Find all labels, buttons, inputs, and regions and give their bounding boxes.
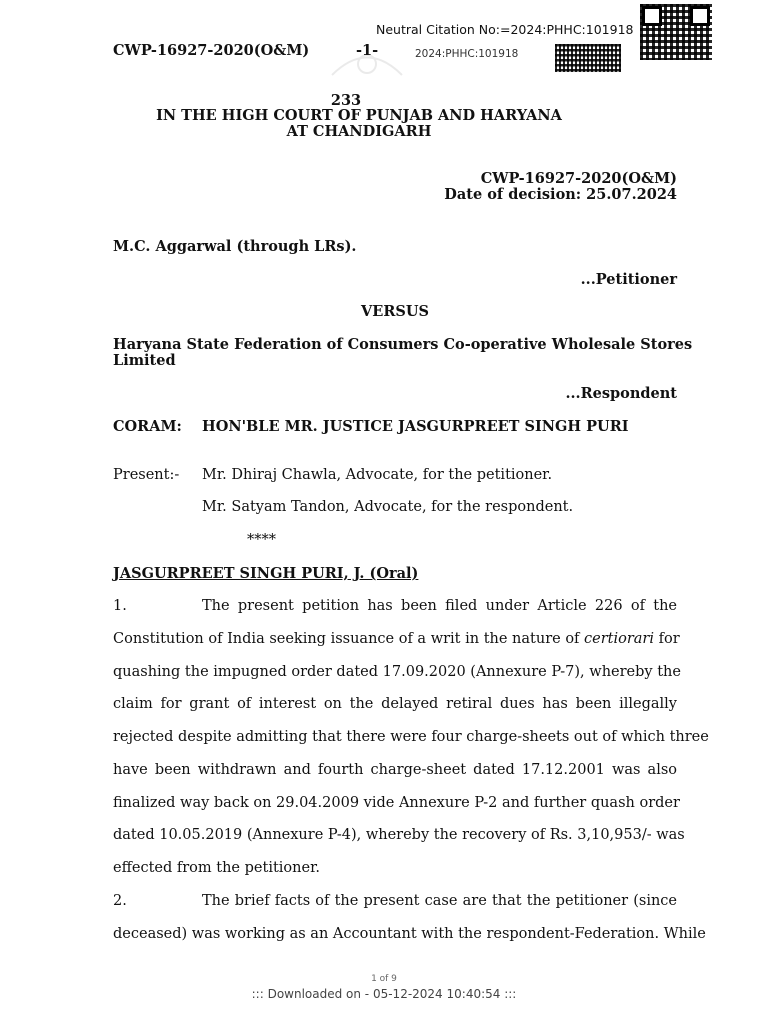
neutral-citation: Neutral Citation No:=2024:PHHC:101918 <box>376 22 634 37</box>
qr-code <box>640 4 712 60</box>
para1-line: claim for grant of interest on the delayed retiral dues has been illegally <box>113 696 677 712</box>
barcode-stamp <box>555 44 621 72</box>
judgment-heading: JASGURPREET SINGH PURI, J. (Oral) <box>113 565 419 582</box>
para2-line: The brief facts of the present case are that the petitioner (since <box>202 893 677 909</box>
para1-line: effected from the petitioner. <box>113 860 321 876</box>
para1-line: finalized way back on 29.04.2009 vide Annexure P-2 and further quash order <box>113 795 680 811</box>
para1-line: have been withdrawn and fourth charge-sheet dated 17.12.2001 was also <box>113 762 677 778</box>
page-count: 1 of 9 <box>371 974 397 984</box>
court-location: AT CHANDIGARH <box>286 123 432 140</box>
petitioner-role: ...Petitioner <box>580 271 677 288</box>
serial-number: 233 <box>330 92 362 109</box>
present-counsel-respondent: Mr. Satyam Tandon, Advocate, for the respondent. <box>202 499 574 515</box>
para2-line: deceased) was working as an Accountant with the respondent-Federation. While <box>113 926 706 942</box>
download-stamp: ::: Downloaded on - 05-12-2024 10:40:54 ::: <box>251 987 517 1001</box>
para1-line: rejected despite admitting that there were four charge-sheets out of which three <box>113 729 709 745</box>
citation-code: 2024:PHHC:101918 <box>415 48 519 60</box>
coram-judge: HON'BLE MR. JUSTICE JASGURPREET SINGH PURI <box>202 418 629 435</box>
coram-label: CORAM: <box>113 418 182 435</box>
para1-italic-term: certiorari <box>584 631 655 647</box>
respondent-name-line1: Haryana State Federation of Consumers Co-operative Wholesale Stores <box>113 336 693 353</box>
para1-line: Constitution of India seeking issuance of a writ in the nature of certiorari for <box>113 631 680 647</box>
separator-stars: **** <box>247 532 276 548</box>
header-case-number: CWP-16927-2020(O&M) <box>113 42 310 59</box>
petitioner-name: M.C. Aggarwal (through LRs). <box>113 238 357 255</box>
present-counsel-petitioner: Mr. Dhiraj Chawla, Advocate, for the petitioner. <box>202 467 553 483</box>
para2-number: 2. <box>113 893 127 909</box>
para1-line: The present petition has been filed under Article 226 of the <box>202 598 677 614</box>
decision-date: Date of decision: 25.07.2024 <box>444 186 677 203</box>
case-number: CWP-16927-2020(O&M) <box>480 170 677 187</box>
versus-label: VERSUS <box>361 303 429 320</box>
present-label: Present:- <box>113 467 180 483</box>
respondent-name-line2: Limited <box>113 352 176 369</box>
respondent-role: ...Respondent <box>565 385 677 402</box>
court-name: IN THE HIGH COURT OF PUNJAB AND HARYANA <box>156 107 562 124</box>
para1-line: quashing the impugned order dated 17.09.2020 (Annexure P-7), whereby the <box>113 664 681 680</box>
para1-line: dated 10.05.2019 (Annexure P-4), whereby the recovery of Rs. 3,10,953/- was <box>113 827 685 843</box>
page-marker: -1- <box>356 42 379 59</box>
para1-number: 1. <box>113 598 127 614</box>
